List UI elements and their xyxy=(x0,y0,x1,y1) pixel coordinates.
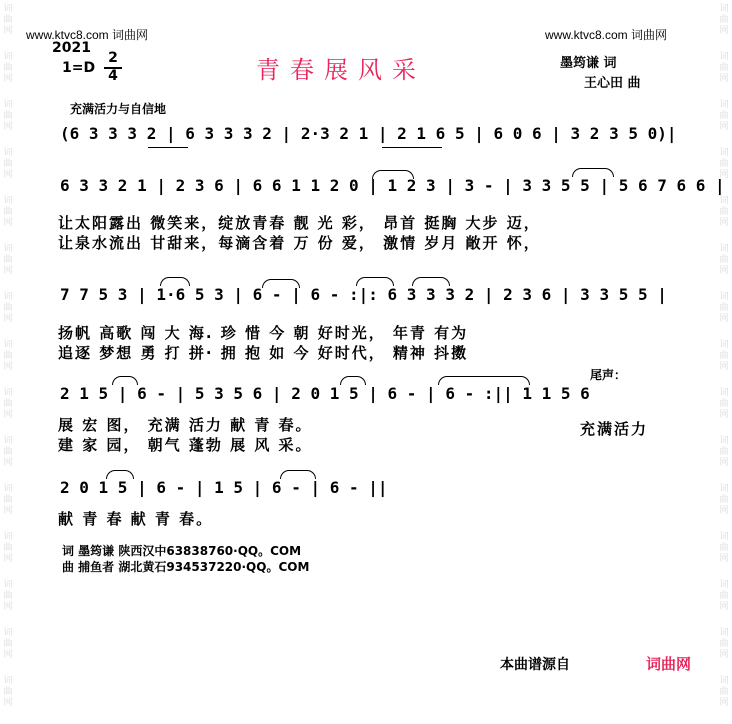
watermark-char: 网 xyxy=(719,74,729,84)
watermark-gap xyxy=(2,229,14,243)
watermark-char: 词 xyxy=(3,148,13,158)
composer-credit: 王心田 曲 xyxy=(584,76,641,91)
year-label: 2021 xyxy=(52,40,91,56)
watermark-char: 词 xyxy=(719,388,729,398)
tie-slur xyxy=(412,277,450,286)
watermark-char: 曲 xyxy=(3,543,13,553)
watermark-char: 词 xyxy=(719,52,729,62)
watermark-char: 词 xyxy=(719,4,729,14)
watermark-char: 网 xyxy=(719,650,729,660)
watermark-char: 词 xyxy=(3,52,13,62)
watermark-char: 网 xyxy=(3,602,13,612)
watermark-gap xyxy=(2,181,14,195)
watermark-char: 曲 xyxy=(719,399,729,409)
watermark-char: 网 xyxy=(719,410,729,420)
watermark-char: 网 xyxy=(3,650,13,660)
watermark-char: 曲 xyxy=(719,543,729,553)
watermark-gap xyxy=(718,661,730,675)
watermark-char: 网 xyxy=(3,362,13,372)
watermark-char: 网 xyxy=(719,698,729,708)
watermark-char: 曲 xyxy=(719,687,729,697)
tie-slur xyxy=(572,168,614,177)
watermark-char: 词 xyxy=(719,148,729,158)
watermark-gap xyxy=(2,37,14,51)
watermark-char: 网 xyxy=(719,122,729,132)
watermark-gap xyxy=(718,133,730,147)
watermark-column-left xyxy=(2,4,14,724)
watermark-char: 词 xyxy=(719,676,729,686)
watermark-char: 词 xyxy=(719,292,729,302)
watermark-gap xyxy=(2,565,14,579)
watermark-char: 词 xyxy=(3,196,13,206)
watermark-gap xyxy=(718,613,730,627)
watermark-gap xyxy=(2,277,14,291)
watermark-char: 曲 xyxy=(719,447,729,457)
tie-slur xyxy=(280,470,316,479)
watermark-char: 网 xyxy=(719,170,729,180)
credit-lyricist: 词 墨筠谦 陕西汉中63838760·QQ。COM xyxy=(62,544,302,558)
watermark-char: 网 xyxy=(719,314,729,324)
watermark-char: 词 xyxy=(3,292,13,302)
watermark-char: 网 xyxy=(719,506,729,516)
watermark-char: 网 xyxy=(719,458,729,468)
watermark-gap xyxy=(2,613,14,627)
time-signature-bottom: 4 xyxy=(108,68,118,84)
watermark-gap xyxy=(718,517,730,531)
watermark-gap xyxy=(2,469,14,483)
watermark-char: 词 xyxy=(3,4,13,14)
score-line-4: 2 1 5 | 6 - | 5 3 5 6 | 2 0 1 5 | 6 - | 6 - :|| 1 1 5 6 xyxy=(60,384,590,403)
source-label: 本曲谱源自 xyxy=(500,657,570,673)
watermark-char: 网 xyxy=(3,698,13,708)
song-title: 青春展风采 xyxy=(256,56,426,84)
watermark-char: 网 xyxy=(3,74,13,84)
coda-label: 尾声： xyxy=(590,368,627,382)
watermark-char: 词 xyxy=(719,100,729,110)
watermark-char: 词 xyxy=(3,484,13,494)
watermark-char: 曲 xyxy=(719,15,729,25)
watermark-char: 网 xyxy=(719,26,729,36)
watermark-char: 网 xyxy=(3,314,13,324)
expression-mark: 充满活力与自信地 xyxy=(70,102,167,116)
watermark-char: 网 xyxy=(3,26,13,36)
watermark-gap xyxy=(2,709,14,723)
watermark-char: 网 xyxy=(719,362,729,372)
tie-slur xyxy=(112,376,138,385)
watermark-gap xyxy=(718,277,730,291)
watermark-char: 网 xyxy=(3,170,13,180)
tie-slur xyxy=(262,279,300,288)
watermark-char: 曲 xyxy=(3,399,13,409)
key-signature: 1=D xyxy=(62,60,96,76)
watermark-char: 词 xyxy=(3,436,13,446)
watermark-char: 词 xyxy=(719,628,729,638)
site-url-right[interactable]: www.ktvc8.com 词曲网 xyxy=(545,28,668,42)
watermark-gap xyxy=(718,325,730,339)
time-signature-top: 2 xyxy=(108,50,118,66)
credit-composer: 曲 捕鱼者 湖北黄石934537220·QQ。COM xyxy=(62,560,310,574)
watermark-char: 曲 xyxy=(3,351,13,361)
lyrics-line-4-verse-1: 展 宏 图， 充满 活力 献 青 春。 xyxy=(58,416,313,434)
tie-slur xyxy=(106,470,134,479)
watermark-char: 网 xyxy=(3,458,13,468)
watermark-char: 曲 xyxy=(3,15,13,25)
watermark-char: 曲 xyxy=(3,447,13,457)
watermark-gap xyxy=(2,517,14,531)
tie-slur xyxy=(438,376,530,385)
watermark-char: 曲 xyxy=(3,639,13,649)
watermark-char: 曲 xyxy=(3,159,13,169)
watermark-gap xyxy=(718,85,730,99)
watermark-char: 曲 xyxy=(719,495,729,505)
watermark-char: 曲 xyxy=(719,207,729,217)
watermark-char: 词 xyxy=(3,244,13,254)
watermark-char: 曲 xyxy=(719,639,729,649)
watermark-char: 词 xyxy=(719,244,729,254)
watermark-gap xyxy=(718,373,730,387)
underline-beam xyxy=(148,147,188,148)
watermark-char: 曲 xyxy=(3,495,13,505)
watermark-char: 曲 xyxy=(719,255,729,265)
watermark-char: 曲 xyxy=(719,303,729,313)
watermark-char: 曲 xyxy=(3,207,13,217)
watermark-gap xyxy=(2,325,14,339)
watermark-char: 曲 xyxy=(719,159,729,169)
watermark-char: 词 xyxy=(719,196,729,206)
watermark-char: 曲 xyxy=(719,63,729,73)
score-line-2: 6 3 3 2 1 | 2 3 6 | 6 6 1 1 2 0 | 1 2 3 | 3 - | 3 3 5 5 | 5 6 7 6 6 | xyxy=(60,176,725,195)
score-line-3: 7 7 5 3 | 1·6 5 3 | 6 - | 6 - :|: 6 3 3 3 2 | 2 3 6 | 3 3 5 5 | xyxy=(60,285,667,304)
watermark-char: 曲 xyxy=(3,63,13,73)
watermark-char: 词 xyxy=(3,580,13,590)
watermark-gap xyxy=(2,661,14,675)
source-site-link[interactable]: 词曲网 xyxy=(646,655,692,673)
watermark-char: 词 xyxy=(3,676,13,686)
score-line-1: (6 3 3 3 2 | 6 3 3 3 2 | 2·3 2 1 | 2 1 6 5 | 6 0 6 | 3 2 3 5 0)| xyxy=(60,124,677,143)
watermark-column-right xyxy=(718,4,730,724)
watermark-char: 曲 xyxy=(3,687,13,697)
watermark-char: 词 xyxy=(3,532,13,542)
watermark-char: 词 xyxy=(3,100,13,110)
watermark-char: 曲 xyxy=(3,303,13,313)
lyrics-line-3-verse-2: 追逐 梦想 勇 打 拼· 拥 抱 如 今 好时代， 精神 抖擞 xyxy=(58,344,469,362)
watermark-char: 网 xyxy=(719,218,729,228)
watermark-char: 网 xyxy=(3,506,13,516)
tie-slur xyxy=(340,376,366,385)
watermark-char: 词 xyxy=(3,628,13,638)
watermark-char: 曲 xyxy=(3,255,13,265)
score-line-5: 2 0 1 5 | 6 - | 1 5 | 6 - | 6 - || xyxy=(60,478,388,497)
tie-slur xyxy=(160,277,190,286)
watermark-gap xyxy=(718,565,730,579)
coda-lyric: 充满活力 xyxy=(580,420,649,438)
watermark-gap xyxy=(718,37,730,51)
tie-slur xyxy=(356,277,394,286)
watermark-char: 网 xyxy=(719,554,729,564)
watermark-char: 词 xyxy=(719,340,729,350)
lyrics-line-2-verse-2: 让泉水流出 甘甜来，每滴含着 万 份 爱， 激情 岁月 敞开 怀， xyxy=(58,234,541,252)
watermark-gap xyxy=(2,421,14,435)
watermark-char: 网 xyxy=(3,554,13,564)
watermark-gap xyxy=(718,229,730,243)
watermark-char: 网 xyxy=(3,218,13,228)
watermark-gap xyxy=(718,469,730,483)
lyrics-line-5: 献 青 春 献 青 春。 xyxy=(58,510,214,528)
watermark-char: 词 xyxy=(719,580,729,590)
watermark-char: 词 xyxy=(719,532,729,542)
watermark-char: 词 xyxy=(719,484,729,494)
watermark-char: 网 xyxy=(719,602,729,612)
watermark-char: 曲 xyxy=(719,591,729,601)
watermark-gap xyxy=(718,421,730,435)
watermark-char: 网 xyxy=(3,122,13,132)
tie-slur xyxy=(372,170,414,179)
watermark-char: 曲 xyxy=(3,111,13,121)
watermark-char: 网 xyxy=(719,266,729,276)
watermark-char: 词 xyxy=(719,436,729,446)
watermark-gap xyxy=(2,133,14,147)
watermark-gap xyxy=(2,373,14,387)
lyrics-line-4-verse-2: 建 家 园， 朝气 蓬勃 展 风 采。 xyxy=(58,436,313,454)
watermark-char: 网 xyxy=(3,266,13,276)
underline-beam xyxy=(382,147,442,148)
lyrics-line-3-verse-1: 扬帆 高歌 闯 大 海. 珍 惜 今 朝 好时光， 年青 有为 xyxy=(58,324,469,342)
site-url-left[interactable]: www.ktvc8.com 词曲网 xyxy=(26,28,149,42)
lyrics-line-2-verse-1: 让太阳露出 微笑来，绽放青春 靓 光 彩， 昂首 挺胸 大步 迈， xyxy=(58,214,541,232)
lyricist-credit: 墨筠谦 词 xyxy=(560,56,617,71)
watermark-char: 曲 xyxy=(719,111,729,121)
watermark-char: 词 xyxy=(3,340,13,350)
watermark-gap xyxy=(718,709,730,723)
watermark-gap xyxy=(2,85,14,99)
watermark-char: 曲 xyxy=(719,351,729,361)
watermark-char: 曲 xyxy=(3,591,13,601)
watermark-char: 词 xyxy=(3,388,13,398)
watermark-char: 网 xyxy=(3,410,13,420)
